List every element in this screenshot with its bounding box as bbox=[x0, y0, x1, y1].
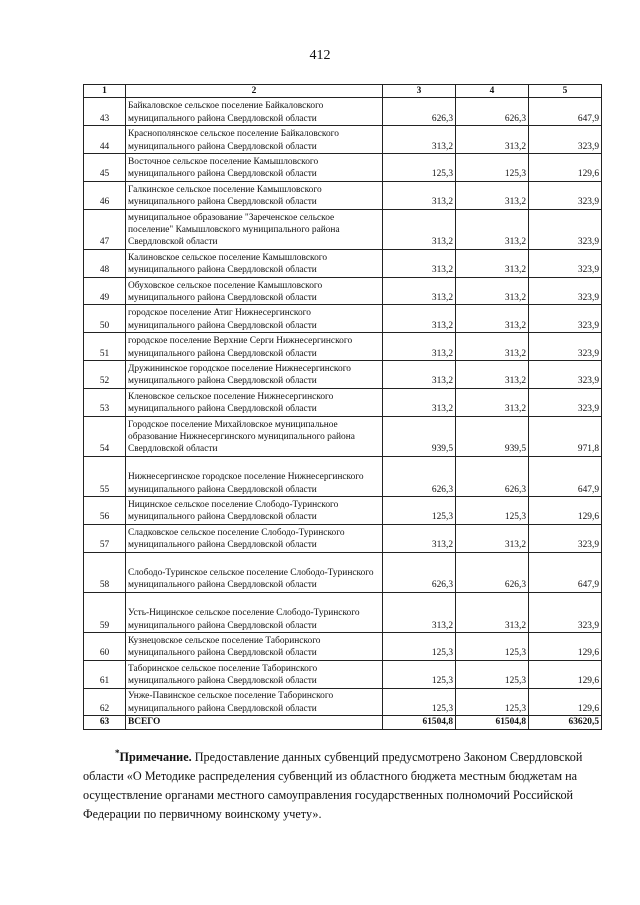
header-col-1: 1 bbox=[84, 85, 126, 98]
table-row bbox=[84, 552, 602, 592]
header-col-3: 3 bbox=[383, 85, 456, 98]
value-col-3: 626,3 bbox=[383, 98, 456, 126]
value-col-5: 129,6 bbox=[529, 632, 602, 660]
value-col-5: 323,9 bbox=[529, 277, 602, 305]
value-col-4: 125,3 bbox=[456, 154, 529, 182]
table-row bbox=[84, 249, 602, 277]
municipality-name: Таборинское сельское поселение Таборинского муниципального района Свердловской области bbox=[126, 660, 383, 688]
value-col-4: 313,2 bbox=[456, 126, 529, 154]
value-col-5: 129,6 bbox=[529, 660, 602, 688]
table-row bbox=[84, 98, 602, 126]
value-col-3: 313,2 bbox=[383, 126, 456, 154]
table-row bbox=[84, 456, 602, 496]
municipality-name: Кузнецовское сельское поселение Таборинского муниципального района Свердловской области bbox=[126, 632, 383, 660]
value-col-5: 323,9 bbox=[529, 360, 602, 388]
value-col-3: 313,2 bbox=[383, 388, 456, 416]
row-number: 62 bbox=[84, 688, 126, 716]
table-row bbox=[84, 632, 602, 660]
municipality-name: Дружининское городское поселение Нижнесергинского муниципального района Свердловской области bbox=[126, 360, 383, 388]
municipality-name: Обуховское сельское поселение Камышловского муниципального района Свердловской области bbox=[126, 277, 383, 305]
row-number: 48 bbox=[84, 249, 126, 277]
table-row bbox=[84, 688, 602, 716]
value-col-5: 323,9 bbox=[529, 524, 602, 552]
row-number: 54 bbox=[84, 416, 126, 456]
row-number: 52 bbox=[84, 360, 126, 388]
value-col-4: 313,2 bbox=[456, 209, 529, 249]
municipality-name: городское поселение Атиг Нижнесергинского муниципального района Свердловской области bbox=[126, 305, 383, 333]
total-row-number: 63 bbox=[84, 716, 126, 729]
table-body bbox=[84, 98, 602, 729]
municipality-name: муниципальное образование "Зареченское сельское поселение" Камышловского муниципального района Свердловской области bbox=[126, 209, 383, 249]
row-number: 61 bbox=[84, 660, 126, 688]
row-number: 49 bbox=[84, 277, 126, 305]
municipality-name: Ницинское сельское поселение Слободо-Туринского муниципального района Свердловской области bbox=[126, 496, 383, 524]
value-col-5: 323,9 bbox=[529, 388, 602, 416]
value-col-3: 313,2 bbox=[383, 249, 456, 277]
row-number: 56 bbox=[84, 496, 126, 524]
row-number: 44 bbox=[84, 126, 126, 154]
value-col-3: 626,3 bbox=[383, 552, 456, 592]
table-row bbox=[84, 181, 602, 209]
municipality-name: Краснополянское сельское поселение Байкаловского муниципального района Свердловской области bbox=[126, 126, 383, 154]
value-col-4: 626,3 bbox=[456, 456, 529, 496]
value-col-5: 129,6 bbox=[529, 154, 602, 182]
value-col-5: 323,9 bbox=[529, 592, 602, 632]
value-col-4: 313,2 bbox=[456, 249, 529, 277]
value-col-4: 313,2 bbox=[456, 592, 529, 632]
value-col-3: 626,3 bbox=[383, 456, 456, 496]
row-number: 43 bbox=[84, 98, 126, 126]
row-number: 57 bbox=[84, 524, 126, 552]
table-row bbox=[84, 333, 602, 361]
value-col-3: 313,2 bbox=[383, 181, 456, 209]
table-row bbox=[84, 154, 602, 182]
value-col-4: 313,2 bbox=[456, 181, 529, 209]
value-col-3: 125,3 bbox=[383, 688, 456, 716]
value-col-4: 626,3 bbox=[456, 552, 529, 592]
value-col-5: 323,9 bbox=[529, 126, 602, 154]
value-col-4: 313,2 bbox=[456, 524, 529, 552]
value-col-4: 125,3 bbox=[456, 632, 529, 660]
row-number: 50 bbox=[84, 305, 126, 333]
municipality-name: Байкаловское сельское поселение Байкаловского муниципального района Свердловской области bbox=[126, 98, 383, 126]
table-row bbox=[84, 209, 602, 249]
municipality-name: Галкинское сельское поселение Камышловского муниципального района Свердловской области bbox=[126, 181, 383, 209]
row-number: 58 bbox=[84, 552, 126, 592]
value-col-4: 939,5 bbox=[456, 416, 529, 456]
value-col-5: 129,6 bbox=[529, 496, 602, 524]
municipality-name: Городское поселение Михайловское муниципальное образование Нижнесергинского муниципального района Свердловской области bbox=[126, 416, 383, 456]
value-col-3: 313,2 bbox=[383, 277, 456, 305]
footnote bbox=[83, 748, 603, 824]
value-col-5: 647,9 bbox=[529, 98, 602, 126]
table-row bbox=[84, 126, 602, 154]
row-number: 45 bbox=[84, 154, 126, 182]
table-row bbox=[84, 660, 602, 688]
total-label: ВСЕГО bbox=[126, 716, 383, 729]
total-col-3: 61504,8 bbox=[383, 716, 456, 729]
value-col-5: 971,8 bbox=[529, 416, 602, 456]
value-col-3: 125,3 bbox=[383, 632, 456, 660]
value-col-4: 313,2 bbox=[456, 333, 529, 361]
value-col-4: 313,2 bbox=[456, 277, 529, 305]
table-row bbox=[84, 360, 602, 388]
page-number: 412 bbox=[309, 48, 331, 63]
table-row bbox=[84, 305, 602, 333]
value-col-3: 939,5 bbox=[383, 416, 456, 456]
table-row bbox=[84, 416, 602, 456]
value-col-4: 313,2 bbox=[456, 360, 529, 388]
value-col-5: 129,6 bbox=[529, 688, 602, 716]
row-number: 46 bbox=[84, 181, 126, 209]
value-col-4: 313,2 bbox=[456, 388, 529, 416]
municipality-name: Калиновское сельское поселение Камышловского муниципального района Свердловской области bbox=[126, 249, 383, 277]
value-col-5: 323,9 bbox=[529, 305, 602, 333]
municipality-name: Нижнесергинское городское поселение Нижнесергинского муниципального района Свердловской области bbox=[126, 456, 383, 496]
value-col-3: 125,3 bbox=[383, 660, 456, 688]
value-col-5: 647,9 bbox=[529, 456, 602, 496]
table-total-row bbox=[84, 716, 602, 729]
table-row bbox=[84, 277, 602, 305]
value-col-4: 125,3 bbox=[456, 496, 529, 524]
row-number: 59 bbox=[84, 592, 126, 632]
header-col-2: 2 bbox=[126, 85, 383, 98]
municipality-name: городское поселение Верхние Серги Нижнесергинского муниципального района Свердловской области bbox=[126, 333, 383, 361]
row-number: 55 bbox=[84, 456, 126, 496]
footnote-lead: Примечание. bbox=[119, 750, 192, 764]
table-header-row bbox=[84, 85, 602, 98]
table-row bbox=[84, 496, 602, 524]
municipality-name: Сладковское сельское поселение Слободо-Туринского муниципального района Свердловской области bbox=[126, 524, 383, 552]
municipality-name: Слободо-Туринское сельское поселение Слободо-Туринского муниципального района Свердловской области bbox=[126, 552, 383, 592]
value-col-3: 313,2 bbox=[383, 360, 456, 388]
municipality-name: Восточное сельское поселение Камышловского муниципального района Свердловской области bbox=[126, 154, 383, 182]
value-col-5: 323,9 bbox=[529, 249, 602, 277]
value-col-3: 313,2 bbox=[383, 524, 456, 552]
row-number: 53 bbox=[84, 388, 126, 416]
row-number: 47 bbox=[84, 209, 126, 249]
value-col-3: 313,2 bbox=[383, 305, 456, 333]
footnote-text: Предоставление данных субвенций предусмотрено Законом Свердловской области «О Методике распределения субвенций из областного бюджета местным бюджетам на осуществление органами местного самоуправления государственных полномочий Российской Федерации по первичному воинскому учету». bbox=[83, 750, 583, 821]
value-col-4: 626,3 bbox=[456, 98, 529, 126]
total-col-4: 61504,8 bbox=[456, 716, 529, 729]
value-col-3: 313,2 bbox=[383, 592, 456, 632]
value-col-5: 323,9 bbox=[529, 181, 602, 209]
table-row bbox=[84, 592, 602, 632]
subventions-table bbox=[83, 84, 602, 730]
footnote-marker: * bbox=[115, 747, 120, 758]
header-col-4: 4 bbox=[456, 85, 529, 98]
value-col-3: 125,3 bbox=[383, 496, 456, 524]
row-number: 60 bbox=[84, 632, 126, 660]
value-col-4: 125,3 bbox=[456, 688, 529, 716]
value-col-5: 323,9 bbox=[529, 209, 602, 249]
value-col-4: 313,2 bbox=[456, 305, 529, 333]
value-col-5: 647,9 bbox=[529, 552, 602, 592]
row-number: 51 bbox=[84, 333, 126, 361]
municipality-name: Усть-Ницинское сельское поселение Слободо-Туринского муниципального района Свердловской области bbox=[126, 592, 383, 632]
value-col-3: 313,2 bbox=[383, 209, 456, 249]
value-col-3: 125,3 bbox=[383, 154, 456, 182]
value-col-4: 125,3 bbox=[456, 660, 529, 688]
table-row bbox=[84, 524, 602, 552]
value-col-5: 323,9 bbox=[529, 333, 602, 361]
municipality-name: Унже-Павинское сельское поселение Таборинского муниципального района Свердловской области bbox=[126, 688, 383, 716]
total-col-5: 63620,5 bbox=[529, 716, 602, 729]
value-col-3: 313,2 bbox=[383, 333, 456, 361]
table-row bbox=[84, 388, 602, 416]
header-col-5: 5 bbox=[529, 85, 602, 98]
municipality-name: Кленовское сельское поселение Нижнесергинского муниципального района Свердловской области bbox=[126, 388, 383, 416]
